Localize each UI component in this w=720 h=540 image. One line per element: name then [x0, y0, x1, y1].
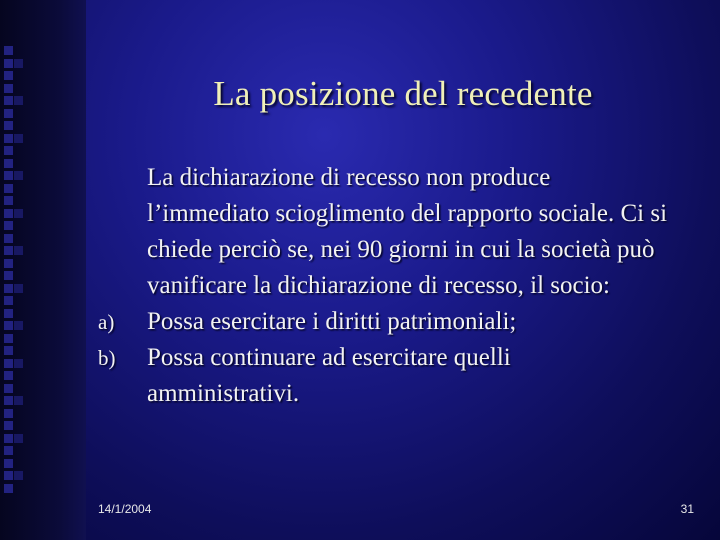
footer-date: 14/1/2004 — [98, 502, 152, 516]
list-item-a — [98, 304, 668, 340]
decorative-square — [4, 184, 13, 193]
decorative-square — [4, 234, 13, 243]
decorative-square — [4, 246, 13, 255]
decorative-square — [4, 471, 13, 480]
list-marker-b: b) — [98, 346, 116, 370]
decorative-square — [4, 446, 13, 455]
decorative-square — [4, 484, 13, 493]
decorative-squares-column — [4, 46, 24, 496]
slide-title: La posizione del recedente — [213, 74, 593, 113]
decorative-square — [4, 359, 13, 368]
decorative-square — [14, 246, 23, 255]
decorative-square — [14, 134, 23, 143]
decorative-square — [4, 421, 13, 430]
decorative-square — [4, 171, 13, 180]
decorative-square — [4, 396, 13, 405]
decorative-square — [4, 221, 13, 230]
slide-body — [98, 160, 668, 412]
list-marker-a: a) — [98, 310, 115, 334]
decorative-square — [4, 134, 13, 143]
decorative-square — [14, 359, 23, 368]
decorative-square — [14, 434, 23, 443]
decorative-square — [4, 46, 13, 55]
decorative-square — [4, 334, 13, 343]
decorative-square — [4, 159, 13, 168]
decorative-square — [4, 71, 13, 80]
decorative-square — [4, 459, 13, 468]
decorative-square — [4, 209, 13, 218]
decorative-square — [14, 59, 23, 68]
decorative-square — [4, 196, 13, 205]
decorative-square — [14, 396, 23, 405]
list-item-a-text: Possa esercitare i diritti patrimoniali; — [147, 308, 517, 335]
decorative-square — [14, 471, 23, 480]
decorative-square — [4, 321, 13, 330]
decorative-square — [4, 371, 13, 380]
decorative-square — [14, 321, 23, 330]
decorative-square — [14, 96, 23, 105]
list-item-b-text: Possa continuare ad esercitare quelli amministrativi. — [147, 344, 511, 407]
decorative-square — [4, 271, 13, 280]
decorative-square — [4, 384, 13, 393]
decorative-square — [14, 284, 23, 293]
decorative-square — [14, 209, 23, 218]
intro-paragraph: La dichiarazione di recesso non produce l’immediato scioglimento del rapporto sociale. Ci si chiede perciò se, nei 90 giorni in cui la società può vanificare la dichiarazione di recesso, il socio: — [147, 164, 668, 299]
decorative-square — [14, 171, 23, 180]
decorative-square — [4, 434, 13, 443]
decorative-square — [4, 109, 13, 118]
decorative-square — [4, 84, 13, 93]
decorative-square — [4, 284, 13, 293]
decorative-square — [4, 146, 13, 155]
page-number: 31 — [680, 502, 694, 516]
decorative-square — [4, 59, 13, 68]
decorative-square — [4, 121, 13, 130]
decorative-square — [4, 96, 13, 105]
decorative-square — [4, 259, 13, 268]
decorative-square — [4, 409, 13, 418]
decorative-square — [4, 309, 13, 318]
list-item-b — [98, 340, 668, 412]
decorative-square — [4, 296, 13, 305]
decorative-square — [4, 346, 13, 355]
